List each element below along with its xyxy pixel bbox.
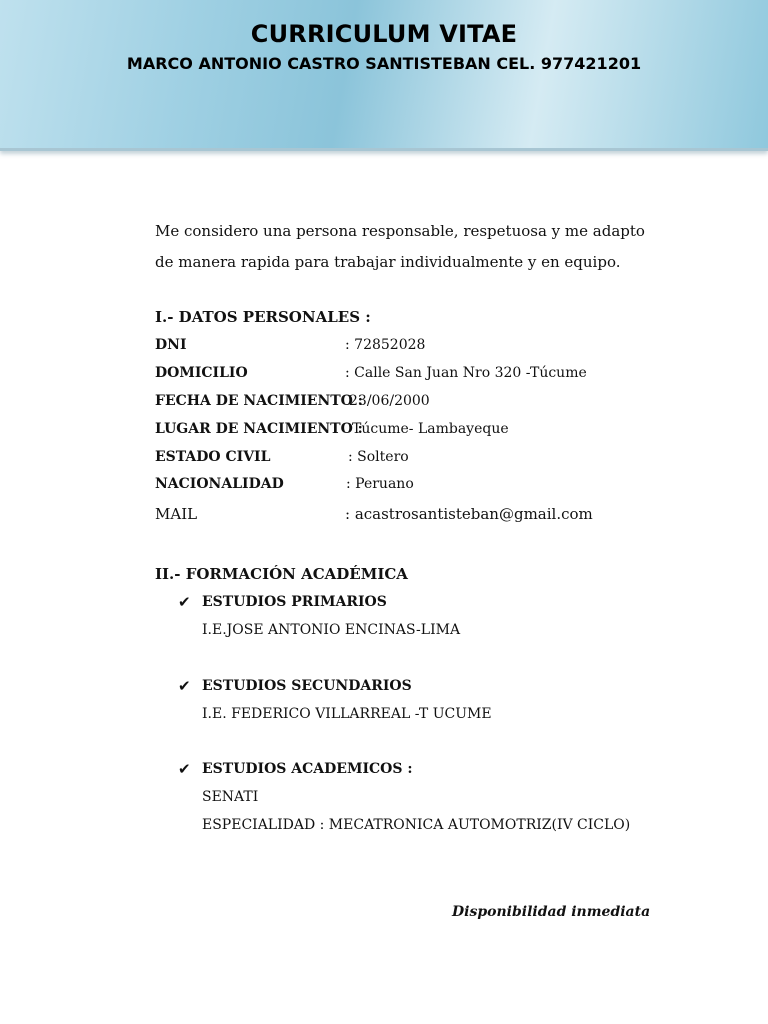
- section-education-title: II.- FORMACIÓN ACADÉMICA: [155, 565, 408, 583]
- availability-note: Disponibilidad inmediata: [452, 904, 651, 920]
- mail-value: : acastrosantisteban@gmail.com: [345, 505, 593, 523]
- intro-line-2: de manera rapida para trabajar individualmente y en equipo.: [155, 253, 621, 271]
- estado-value: : Soltero: [348, 449, 409, 465]
- fecha-label: FECHA DE NACIMIENTO :: [155, 393, 363, 409]
- intro-paragraph: [155, 216, 695, 278]
- dni-value: : 72852028: [345, 337, 426, 353]
- primary-label: ESTUDIOS PRIMARIOS: [202, 594, 387, 610]
- checkmark-icon: ✔: [178, 593, 191, 611]
- nacionalidad-label: NACIONALIDAD: [155, 476, 284, 492]
- checkmark-icon: ✔: [178, 677, 191, 695]
- academic-school: SENATI: [202, 789, 259, 805]
- intro-line-1: Me considero una persona responsable, respetuosa y me adapto: [155, 222, 645, 240]
- fecha-value: 23/06/2000: [349, 393, 430, 409]
- primary-school: I.E.JOSE ANTONIO ENCINAS-LIMA: [202, 622, 461, 638]
- nacionalidad-value: : Peruano: [346, 476, 414, 492]
- domicilio-value: : Calle San Juan Nro 320 -Túcume: [345, 365, 587, 381]
- academic-specialty: ESPECIALIDAD : MECATRONICA AUTOMOTRIZ(IV CICLO): [202, 817, 631, 833]
- mail-label: MAIL: [155, 505, 198, 523]
- document-title: CURRICULUM VITAE: [250, 20, 518, 48]
- domicilio-label: DOMICILIO: [155, 365, 248, 381]
- lugar-value: Túcume- Lambayeque: [352, 421, 509, 437]
- academic-label: ESTUDIOS ACADEMICOS :: [202, 761, 413, 777]
- checkmark-icon: ✔: [178, 760, 191, 778]
- lugar-label: LUGAR DE NACIMIENTO :: [155, 421, 363, 437]
- secondary-label: ESTUDIOS SECUNDARIOS: [202, 678, 412, 694]
- secondary-school: I.E. FEDERICO VILLARREAL -T UCUME: [202, 706, 492, 722]
- candidate-name-phone: MARCO ANTONIO CASTRO SANTISTEBAN CEL. 977421201: [126, 54, 642, 73]
- header-banner: [0, 0, 768, 151]
- dni-label: DNI: [155, 337, 187, 353]
- section-personal-title: I.- DATOS PERSONALES :: [155, 308, 371, 326]
- estado-label: ESTADO CIVIL: [155, 449, 271, 465]
